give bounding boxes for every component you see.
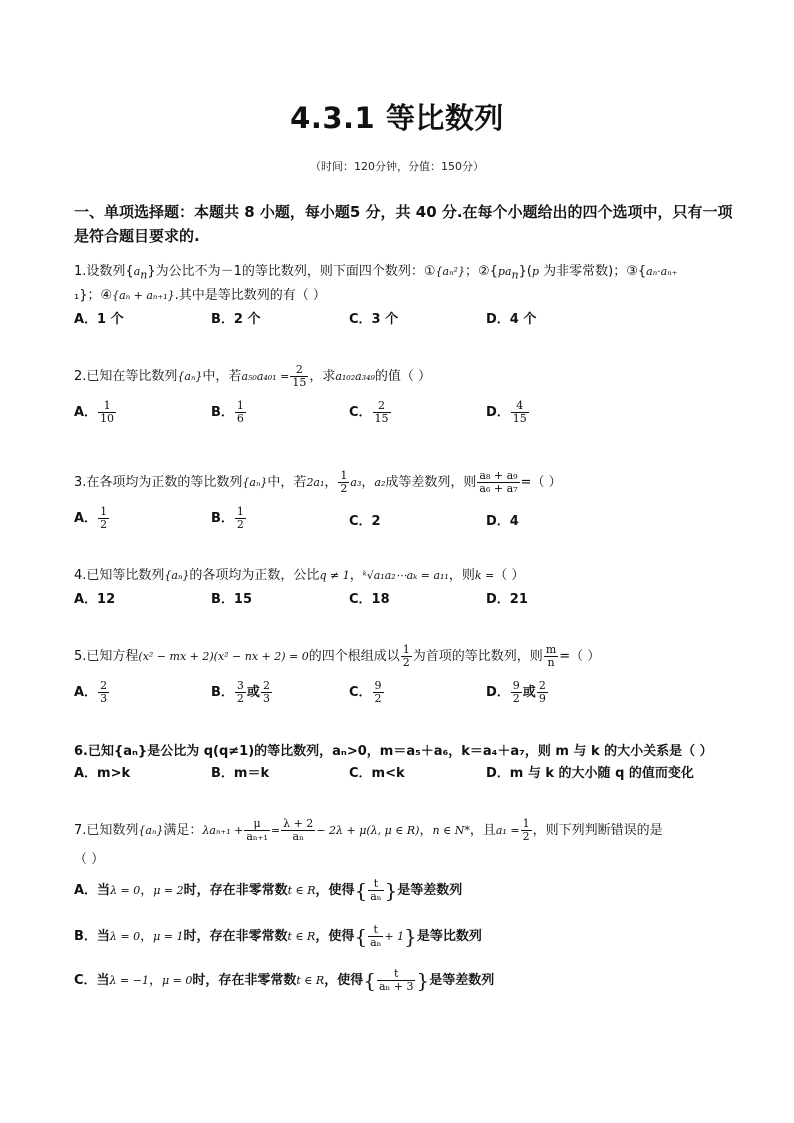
option-d: D． $\frac{4}{15}$	[486, 399, 527, 425]
fraction: $\frac{2}{15}$	[292, 363, 307, 389]
question-3: 3.在各项均为正数的等比数列{aₙ}中，若2a₁， $\frac{1}{2}$ a₃，a₂成等差数列，则 $\frac{\text{a₈ + a₉}}{\text{a₆ + a₇}}$ =（ ）	[74, 469, 562, 495]
option-a: A．1 个	[74, 312, 124, 327]
question-5: 5.已知方程(x² − mx + 2)(x² − nx + 2) = 0的四个根组成以 $\frac{1}{2}$ 为首项的等比数列，则 $\frac{m}{n}$ =（ ）	[74, 643, 601, 669]
option-b: B．15	[211, 592, 252, 607]
option-c: C． $\frac{2}{15}$	[349, 399, 389, 425]
question-4: 4.已知等比数列{aₙ}的各项均为正数，公比q ≠ 1，ᵏ√a₁a₂⋯aₖ = a₁₁，则k =（ ）	[74, 568, 525, 583]
option-b: B． $\frac{1}{2}$	[211, 505, 244, 531]
question-7-answer-parens: （ ）	[74, 852, 105, 867]
option-b: B．2 个	[211, 312, 261, 327]
question-1-options	[74, 308, 734, 332]
option-d: D．4	[486, 514, 519, 529]
question-4-options	[74, 588, 734, 612]
question-7-option-a: A．当λ = 0，μ = 2时，存在非零常数t ∈ R，使得{ $\frac{t}{\text{aₙ}}$ }是等差数列	[74, 877, 463, 903]
option-b: B． $\frac{3}{2}$ 或 $\frac{2}{3}$	[211, 679, 270, 705]
option-a: A． $\frac{1}{10}$	[74, 399, 115, 425]
question-5-options	[74, 680, 734, 710]
option-d: D． $\frac{9}{2}$ 或 $\frac{2}{9}$	[486, 679, 546, 705]
exam-info: （时间：120分钟，分值：150分）	[310, 160, 484, 173]
option-a: A． $\frac{1}{2}$	[74, 505, 108, 531]
option-c: C．3 个	[349, 312, 399, 327]
question-2-options	[74, 400, 734, 430]
page-title: 4.3.1 等比数列	[290, 101, 504, 135]
question-7-option-c: C．当λ = −1，μ = 0时，存在非零常数t ∈ R，使得{ $\frac{t}{\text{aₙ + 3}}$ }是等差数列	[74, 967, 495, 993]
section-heading: 一、单项选择题：本题共 8 小题，每小题5 分，共 40 分.在每个小题给出的四个选项中，只有一项是符合题目要求的.	[74, 203, 733, 245]
question-3-options	[74, 506, 734, 536]
question-7-option-b: B．当λ = 0，μ = 1时，存在非零常数t ∈ R，使得{ $\frac{t}{\text{aₙ}}$ + 1}是等比数列	[74, 923, 482, 949]
option-a: A．12	[74, 592, 116, 607]
option-c: C．2	[349, 514, 381, 529]
question-1: 1.设数列$\{a_n\}$为公比不为－1的等比数列，则下面四个数列：①{aₙ²}；$②\{pa_n\}(p$ 为非零常数)；③{aₙ·aₙ₊ ₁}；④{aₙ + aₙ₊₁}.其中是等比数列的有（ ）	[74, 264, 678, 303]
option-d: D．21	[486, 592, 528, 607]
question-6: 6.已知{aₙ}是公比为 q(q≠1)的等比数列，aₙ>0，m＝a₅＋a₆，k＝a₄＋a₇，则 m 与 k 的大小关系是（ ）	[74, 744, 713, 759]
question-7: 7.已知数列{aₙ}满足：λaₙ₊₁ + $\frac{\mu}{\text{aₙ₊₁}}$ = $\frac{\lambda + 2}{\text{aₙ}}$ − 2λ + μ(λ, μ ∈ R)，n ∈ N*，且a₁ = $\frac{1}{2}$ ，则下列判断错误的是	[74, 817, 663, 843]
question-2: 2.已知在等比数列{aₙ}中，若a₅₀a₄₀₁ = $\frac{2}{15}$ ，求a₁₀₂a₃₄₉的值（ ）	[74, 363, 432, 389]
option-d: D．4 个	[486, 312, 537, 327]
option-c: C． $\frac{9}{2}$	[349, 679, 382, 705]
option-a: A． $\frac{2}{3}$	[74, 679, 108, 705]
option-d: D．m 与 k 的大小随 q 的值而变化	[486, 766, 694, 781]
option-c: C．m<k	[349, 766, 405, 781]
option-b: B．m＝k	[211, 766, 270, 781]
option-b: B． $\frac{1}{6}$	[211, 399, 244, 425]
option-c: C．18	[349, 592, 390, 607]
question-6-options	[74, 762, 734, 786]
option-a: A．m>k	[74, 766, 131, 781]
